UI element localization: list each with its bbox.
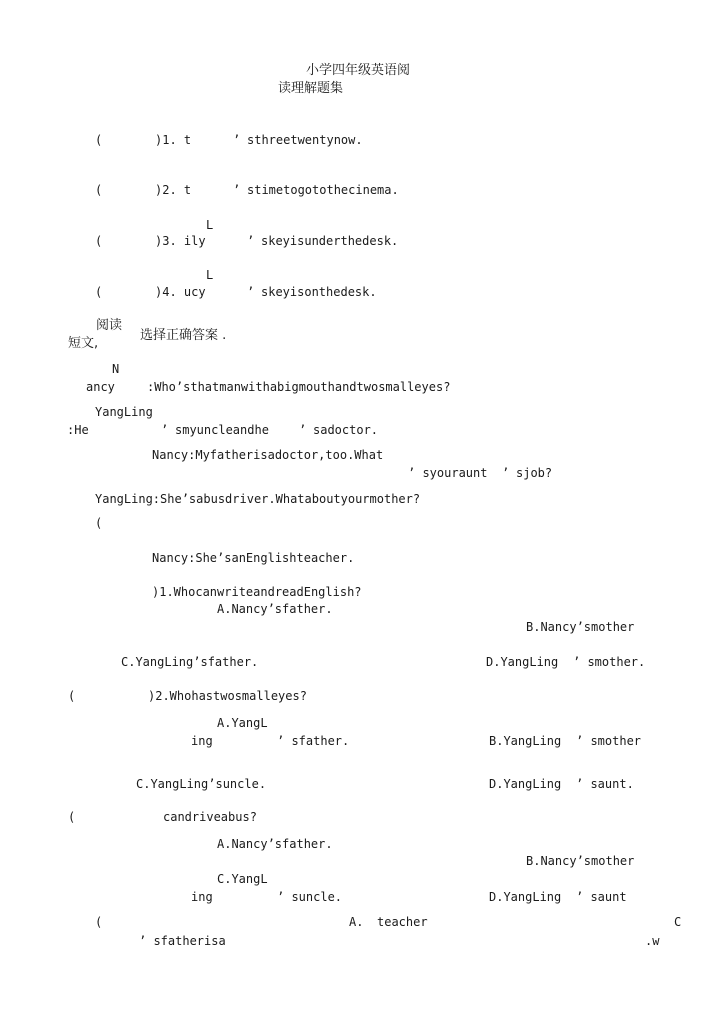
q-number: )1. t bbox=[155, 133, 192, 147]
option-b-suffix: ’ smother bbox=[576, 734, 642, 748]
q-text: skeyisonthedesk. bbox=[261, 285, 377, 299]
speaker-name: YangLing bbox=[95, 405, 153, 419]
title-line-2: 读理解题集 bbox=[278, 81, 344, 96]
option-c-part: ing bbox=[191, 890, 213, 904]
q-number: )2. t bbox=[155, 183, 192, 197]
q-text: stimetogotothecinema. bbox=[247, 183, 399, 197]
apostrophe: ’ bbox=[502, 466, 510, 480]
section-label-top: 阅读 bbox=[96, 318, 123, 333]
title-line-1: 小学四年级英语阅 bbox=[306, 63, 411, 78]
question-fragment: ’ sfatherisa bbox=[139, 934, 226, 948]
q-text: sthreetwentynow. bbox=[247, 133, 363, 147]
option-d: D.YangLing bbox=[489, 890, 562, 904]
option-a-suffix: ’ sfather. bbox=[277, 734, 350, 748]
speaker-name: ancy bbox=[86, 380, 115, 394]
option-a: A. bbox=[349, 915, 364, 929]
section-instruction: 选择正确答案 . bbox=[140, 328, 227, 343]
capital-letter: L bbox=[206, 218, 214, 232]
apostrophe: ’ bbox=[299, 423, 307, 437]
dialog-fragment: smyuncleandhe bbox=[175, 423, 269, 437]
option-c-suffix: ’ suncle. bbox=[277, 890, 343, 904]
q-paren: ( bbox=[95, 133, 103, 147]
option-a: A.YangL bbox=[217, 716, 268, 730]
capital-letter: L bbox=[206, 268, 214, 282]
q-text: skeyisunderthedesk. bbox=[261, 234, 399, 248]
option-c: C.YangLing’sfather. bbox=[121, 655, 259, 669]
q-paren: ( bbox=[95, 516, 103, 530]
apostrophe: ’ bbox=[233, 133, 241, 147]
option-d: D.YangLing bbox=[489, 777, 562, 791]
apostrophe: ’ bbox=[161, 423, 169, 437]
option-d-suffix: ’ smother. bbox=[573, 655, 646, 669]
dialog-fragment: sjob? bbox=[516, 466, 553, 480]
dialog-line: YangLing:She’sabusdriver.Whataboutyourmother? bbox=[95, 492, 421, 506]
option-c: C.YangL bbox=[217, 872, 268, 886]
option-b: B.Nancy’smother bbox=[526, 620, 635, 634]
option-b: B.Nancy’smother bbox=[526, 854, 635, 868]
option-b: B.YangLing bbox=[489, 734, 562, 748]
option-d: D.YangLing bbox=[486, 655, 559, 669]
option-c: C bbox=[674, 915, 682, 929]
q-paren: ( bbox=[95, 183, 103, 197]
q-paren: ( bbox=[68, 810, 76, 824]
question-stem: )2.Whohastwosmalleyes? bbox=[148, 689, 307, 703]
apostrophe: ’ bbox=[233, 183, 241, 197]
option-d-suffix: ’ saunt. bbox=[576, 777, 634, 791]
q-number: )3. ily bbox=[155, 234, 206, 248]
apostrophe: ’ bbox=[247, 234, 255, 248]
dialog-fragment: ’ syouraunt bbox=[408, 466, 488, 480]
question-stem: candriveabus? bbox=[163, 810, 257, 824]
option-c: C.YangLing’suncle. bbox=[136, 777, 267, 791]
q-number: )4. ucy bbox=[155, 285, 206, 299]
dialog-line: :Who’sthatmanwithabigmouthandtwosmalleyes? bbox=[147, 380, 451, 394]
dialog-fragment: :He bbox=[67, 423, 89, 437]
section-label-bottom: 短文, bbox=[68, 336, 99, 351]
dialog-line: Nancy:Myfatherisadoctor,too.What bbox=[152, 448, 384, 462]
option-a: A.Nancy’sfather. bbox=[217, 837, 333, 851]
option-d-suffix: ’ saunt bbox=[576, 890, 627, 904]
q-paren: ( bbox=[95, 234, 103, 248]
option-a-text: teacher bbox=[377, 915, 428, 929]
q-paren: ( bbox=[95, 915, 103, 929]
apostrophe: ’ bbox=[247, 285, 255, 299]
capital-letter: N bbox=[112, 362, 120, 376]
q-paren: ( bbox=[95, 285, 103, 299]
question-stem: )1.WhocanwriteandreadEnglish? bbox=[152, 585, 362, 599]
dialog-line: Nancy:She’sanEnglishteacher. bbox=[152, 551, 355, 565]
option-a-part: ing bbox=[191, 734, 213, 748]
option-a: A.Nancy’sfather. bbox=[217, 602, 333, 616]
q-paren: ( bbox=[68, 689, 76, 703]
question-fragment: .w bbox=[645, 934, 660, 948]
dialog-fragment: sadoctor. bbox=[313, 423, 379, 437]
